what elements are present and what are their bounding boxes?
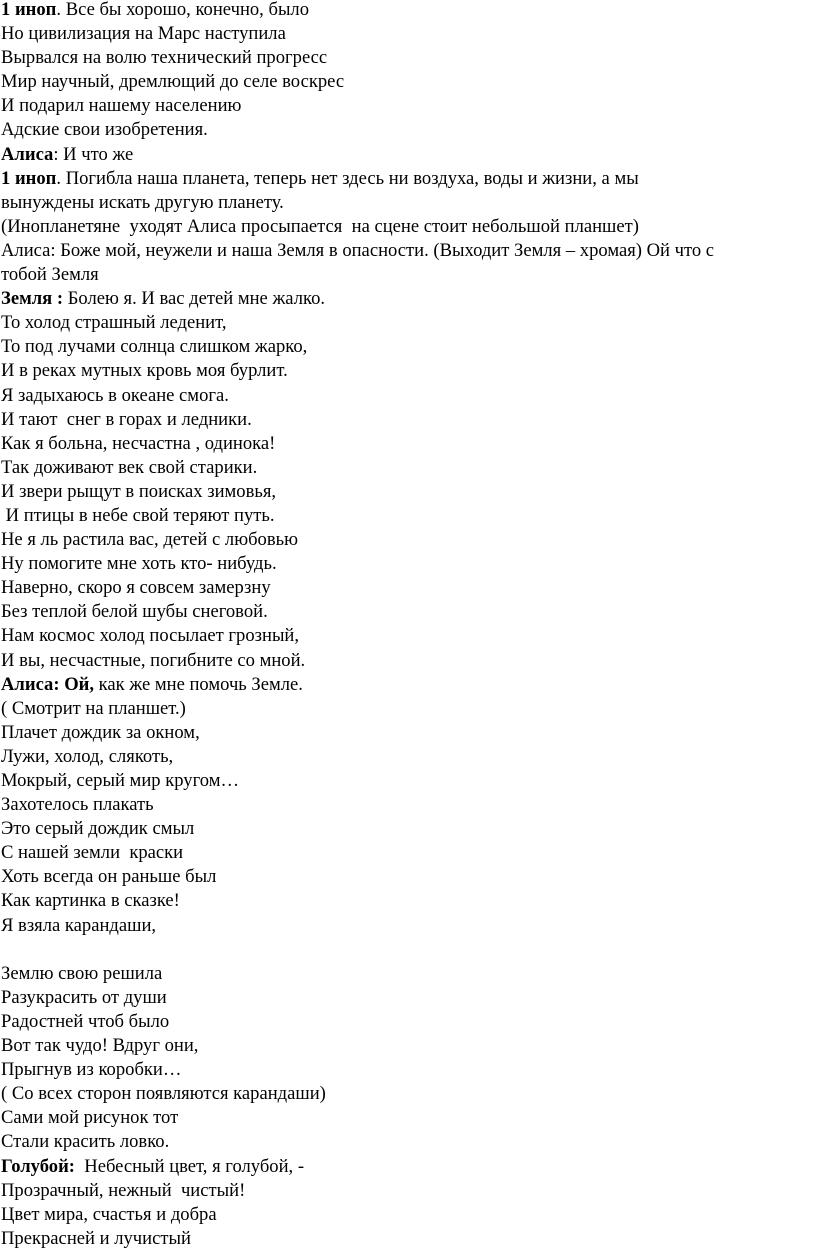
text-line bbox=[1, 215, 813, 239]
speaker-label: Земля : bbox=[1, 288, 64, 310]
text-line bbox=[1, 504, 813, 528]
text-line bbox=[1, 432, 813, 456]
text-line bbox=[1, 576, 813, 600]
line-text: вынуждены искать другую планету. bbox=[1, 191, 284, 213]
text-line bbox=[1, 456, 813, 480]
text-line bbox=[1, 649, 813, 673]
text-line bbox=[1, 1106, 813, 1130]
speaker-label: 1 иноп bbox=[1, 0, 57, 20]
text-line bbox=[1, 1227, 813, 1251]
text-line bbox=[1, 841, 813, 865]
line-text: И птицы в небе свой теряют путь. bbox=[1, 504, 275, 526]
text-line bbox=[1, 70, 813, 94]
line-text: Болею я. И вас детей мне жалко. bbox=[63, 288, 326, 310]
line-text: тобой Земля bbox=[1, 264, 99, 286]
line-text: Вот так чудо! Вдруг они, bbox=[1, 1035, 199, 1057]
line-text: как же мне помочь Земле. bbox=[94, 673, 303, 695]
text-line bbox=[1, 1155, 813, 1179]
line-text: Нам космос холод посылает грозный, bbox=[1, 625, 300, 647]
line-text: Наверно, скоро я совсем замерзну bbox=[1, 577, 271, 599]
line-text: И вы, несчастные, погибните со мной. bbox=[1, 649, 306, 671]
text-line bbox=[1, 384, 813, 408]
speaker-label: Алиса: Ой, bbox=[1, 673, 95, 695]
line-text: Хоть всегда он раньше был bbox=[1, 866, 217, 888]
text-line bbox=[1, 528, 813, 552]
text-line bbox=[1, 143, 813, 167]
text-line bbox=[1, 817, 813, 841]
line-text: Как я больна, несчастна , одинока! bbox=[1, 432, 276, 454]
line-text: Я взяла карандаши, bbox=[1, 914, 157, 936]
line-text: . Все бы хорошо, конечно, было bbox=[56, 0, 310, 20]
text-line bbox=[1, 1203, 813, 1227]
text-line bbox=[1, 22, 813, 46]
line-text: . Погибла наша планета, теперь нет здесь ни воздуха, воды и жизни, а мы bbox=[56, 167, 639, 189]
text-line bbox=[1, 721, 813, 745]
line-text: : И что же bbox=[53, 143, 134, 165]
line-text: И звери рыщут в поисках зимовья, bbox=[1, 480, 277, 502]
text-line bbox=[1, 239, 813, 263]
text-line bbox=[1, 1058, 813, 1082]
text-line bbox=[1, 1130, 813, 1154]
text-line bbox=[1, 118, 813, 142]
text-line bbox=[1, 697, 813, 721]
line-text: Алиса: Боже мой, неужели и наша Земля в опасности. (Выходит Земля – хромая) Ой что с bbox=[1, 239, 715, 261]
line-text: Ну помогите мне хоть кто- нибудь. bbox=[1, 553, 277, 575]
text-line bbox=[1, 1082, 813, 1106]
line-text: Это серый дождик смыл bbox=[1, 818, 195, 840]
text-line bbox=[1, 408, 813, 432]
line-text: Вырвался на волю технический прогресс bbox=[1, 47, 328, 69]
line-text: То под лучами солнца слишком жарко, bbox=[1, 336, 308, 358]
line-text: И тают снег в горах и ледники. bbox=[1, 408, 252, 430]
line-text: Захотелось плакать bbox=[1, 794, 154, 816]
text-line bbox=[1, 914, 813, 938]
line-text: То холод страшный леденит, bbox=[1, 312, 227, 334]
text-line bbox=[1, 46, 813, 70]
speaker-label: 1 иноп bbox=[1, 167, 57, 189]
line-text: Так доживают век свой старики. bbox=[1, 456, 258, 478]
text-line bbox=[1, 552, 813, 576]
line-text: Землю свою решила bbox=[1, 962, 163, 984]
line-text: Мир научный, дремлющий до селе воскрес bbox=[1, 71, 345, 93]
text-line bbox=[1, 624, 813, 648]
line-text: Цвет мира, счастья и добра bbox=[1, 1203, 217, 1225]
line-text: Без теплой белой шубы снеговой. bbox=[1, 601, 268, 623]
line-text: С нашей земли краски bbox=[1, 842, 184, 864]
text-line bbox=[1, 769, 813, 793]
text-line bbox=[1, 0, 813, 22]
line-text: Прыгнув из коробки… bbox=[1, 1059, 182, 1081]
speaker-label: Голубой: bbox=[1, 1155, 75, 1177]
text-line bbox=[1, 263, 813, 287]
text-line bbox=[1, 600, 813, 624]
text-line bbox=[1, 889, 813, 913]
text-line bbox=[1, 793, 813, 817]
text-line bbox=[1, 167, 813, 191]
line-text: Радостней чтоб было bbox=[1, 1010, 170, 1032]
line-text: Прозрачный, нежный чистый! bbox=[1, 1179, 246, 1201]
line-text: Стали красить ловко. bbox=[1, 1131, 170, 1153]
text-line bbox=[1, 938, 813, 962]
text-line bbox=[1, 94, 813, 118]
line-text: ( Смотрит на планшет.) bbox=[1, 697, 186, 719]
line-text: Но цивилизация на Марс наступила bbox=[1, 23, 286, 45]
line-text: И в реках мутных кровь моя бурлит. bbox=[1, 360, 288, 382]
line-text: И подарил нашему населению bbox=[1, 95, 242, 117]
line-text: Не я ль растила вас, детей с любовью bbox=[1, 529, 299, 551]
line-text: Я задыхаюсь в океане смога. bbox=[1, 384, 229, 406]
text-line bbox=[1, 480, 813, 504]
text-line bbox=[1, 191, 813, 215]
line-text: Адские свои изобретения. bbox=[1, 119, 208, 141]
text-line bbox=[1, 745, 813, 769]
text-line bbox=[1, 287, 813, 311]
text-line bbox=[1, 359, 813, 383]
line-text: Небесный цвет, я голубой, - bbox=[74, 1155, 305, 1177]
text-line bbox=[1, 962, 813, 986]
line-text: Как картинка в сказке! bbox=[1, 890, 180, 912]
text-line bbox=[1, 1034, 813, 1058]
line-text: ( Со всех сторон появляются карандаши) bbox=[1, 1083, 326, 1105]
line-text: Сами мой рисунок тот bbox=[1, 1107, 179, 1129]
text-line bbox=[1, 311, 813, 335]
line-text: Прекрасней и лучистый bbox=[1, 1227, 191, 1249]
text-line bbox=[1, 335, 813, 359]
text-line bbox=[1, 1010, 813, 1034]
line-text: Лужи, холод, слякоть, bbox=[1, 745, 174, 767]
speaker-label: Алиса bbox=[1, 143, 54, 165]
line-text: Разукрасить от души bbox=[1, 986, 167, 1008]
text-line bbox=[1, 865, 813, 889]
line-text: Мокрый, серый мир кругом… bbox=[1, 770, 240, 791]
text-line bbox=[1, 1179, 813, 1203]
text-line bbox=[1, 986, 813, 1010]
line-text: Плачет дождик за окном, bbox=[1, 721, 200, 743]
line-text: (Инопланетяне уходят Алиса просыпается на сцене стоит небольшой планшет) bbox=[1, 215, 639, 237]
text-line bbox=[1, 673, 813, 697]
